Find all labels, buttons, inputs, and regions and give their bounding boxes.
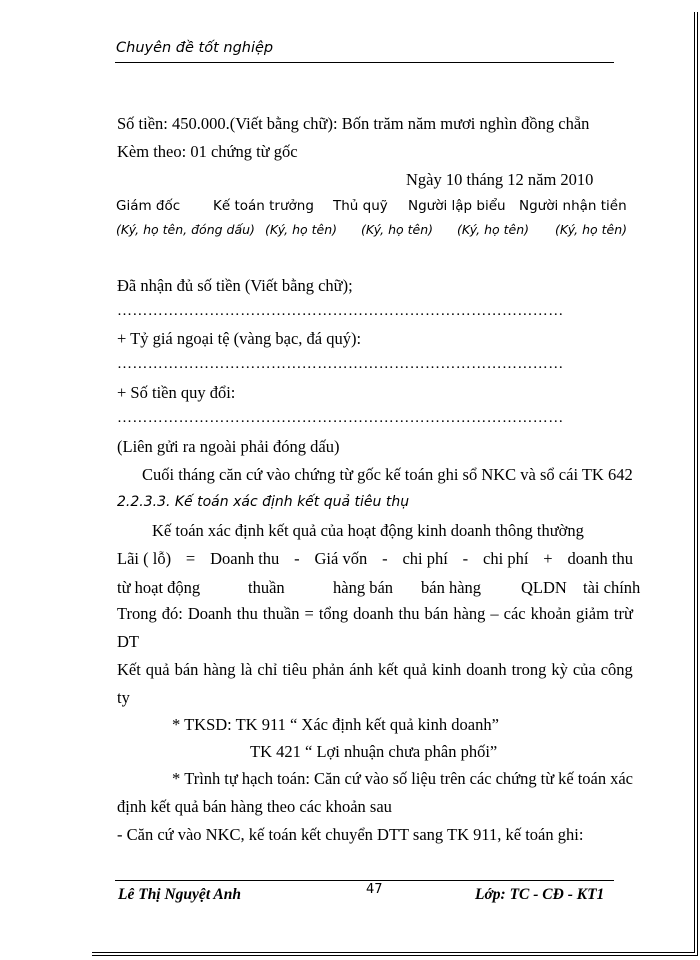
footer-author: Lê Thị Nguyệt Anh xyxy=(118,886,242,903)
signer-note: (Ký, họ tên) xyxy=(555,222,628,237)
amount-line: Số tiền: 450.000.(Viết bằng chữ): Bốn trăm năm mươi nghìn đồng chẵn xyxy=(117,114,590,133)
formula-term: QLDN xyxy=(521,578,567,597)
word: chứng xyxy=(495,769,537,788)
word: xác xyxy=(610,769,633,788)
word: thu xyxy=(398,604,420,623)
footer-rule xyxy=(115,880,614,881)
word: tiêu xyxy=(282,660,308,679)
word: trừ xyxy=(613,604,633,623)
word: vào xyxy=(364,769,389,788)
signer-note: (Ký, họ tên) xyxy=(361,222,434,237)
word: hàng xyxy=(453,604,486,623)
where-line xyxy=(117,604,633,624)
dotted-fill-line: …………………………………………………………………………… xyxy=(117,410,564,426)
word: thuần xyxy=(262,604,300,623)
word: quả xyxy=(403,660,427,679)
word: chỉ xyxy=(257,660,278,679)
signer-title: Giám đốc xyxy=(116,198,181,214)
date-line: Ngày 10 tháng 12 năm 2010 xyxy=(406,170,594,189)
formula-term: hàng bán xyxy=(333,578,394,597)
formula-term: thuần xyxy=(248,578,285,597)
word: công xyxy=(600,660,633,679)
signer-title: Kế toán trưởng xyxy=(213,198,314,214)
word: hạch xyxy=(241,769,273,788)
formula-term: - xyxy=(382,549,388,568)
formula-row-1 xyxy=(117,549,633,569)
dotted-fill-line: …………………………………………………………………………… xyxy=(117,303,564,319)
signer-title: Thủ quỹ xyxy=(333,198,388,214)
formula-term: = xyxy=(185,549,196,568)
signer-title: Người lập biểu xyxy=(408,198,506,214)
signer-note: (Ký, họ tên) xyxy=(265,222,338,237)
word: khoản xyxy=(530,604,571,623)
word: các xyxy=(469,769,492,788)
word: Căn xyxy=(313,769,341,788)
word: bán xyxy=(424,604,449,623)
attachment-line: Kèm theo: 01 chứng từ gốc xyxy=(117,142,298,161)
word: đó: xyxy=(161,604,183,623)
copy-note: (Liên gửi ra ngoài phải đóng dấu) xyxy=(117,437,340,456)
signer-title: Người nhận tiền xyxy=(519,198,627,214)
received-amount-line: Đã nhận đủ số tiền (Viết bằng chữ); xyxy=(117,276,353,295)
procedure-continuation: định kết quả bán hàng theo các khoản sau xyxy=(117,797,392,816)
nkc-line: - Căn cứ vào NKC, kế toán kết chuyển DTT sang TK 911, kế toán ghi: xyxy=(117,825,584,844)
word: bán xyxy=(174,660,199,679)
formula-term: từ hoạt động xyxy=(117,578,201,597)
word: thu xyxy=(236,604,258,623)
word: trong xyxy=(511,660,547,679)
word: toán xyxy=(577,769,607,788)
result-line xyxy=(117,660,633,680)
word: = xyxy=(304,604,314,623)
word: cứ xyxy=(344,769,361,788)
word: – xyxy=(490,604,499,623)
section-heading: 2.2.3.3. Kế toán xác định kết quả tiêu thụ xyxy=(117,494,410,510)
word: toán: xyxy=(276,769,310,788)
word: phản xyxy=(312,660,345,679)
formula-term: + xyxy=(543,549,553,568)
exchange-rate-line: + Tỷ giá ngoại tệ (vàng bạc, đá quý): xyxy=(117,329,362,348)
formula-term: - xyxy=(462,549,469,568)
page-header-title: Chuyên đề tốt nghiệp xyxy=(116,40,274,56)
formula-term: doanh thu xyxy=(567,549,633,568)
word: * xyxy=(172,769,181,788)
word: doanh xyxy=(466,660,507,679)
word: kế xyxy=(558,769,574,788)
word: giảm xyxy=(575,604,609,623)
where-line-continuation: DT xyxy=(117,632,139,651)
header-rule xyxy=(115,62,614,63)
formula-term: chi phí xyxy=(483,549,529,568)
tksd-line: * TKSD: TK 911 “ Xác định kết quả kinh doanh” xyxy=(172,715,499,734)
formula-term: Doanh thu xyxy=(210,549,280,568)
word: của xyxy=(572,660,596,679)
formula-term: bán hàng xyxy=(421,578,482,597)
converted-amount-line: + Số tiền quy đổi: xyxy=(117,383,236,402)
page-number: 47 xyxy=(366,882,383,897)
tk421-line: TK 421 “ Lợi nhuận chưa phân phối” xyxy=(250,742,498,761)
word: quả xyxy=(145,660,170,679)
signer-note: (Ký, họ tên, đóng dấu) xyxy=(116,222,255,237)
word: Trong xyxy=(117,604,157,623)
formula-term: Giá vốn xyxy=(314,549,368,568)
word: trên xyxy=(439,769,466,788)
formula-term: chi phí xyxy=(402,549,448,568)
formula-term: - xyxy=(294,549,300,568)
formula-term: tài chính xyxy=(583,578,641,597)
dotted-fill-line: …………………………………………………………………………… xyxy=(117,356,564,372)
subheading: Kế toán xác định kết quả của hoạt động kinh doanh thông thường xyxy=(152,521,584,540)
word: tự xyxy=(224,769,238,788)
word: Trình xyxy=(184,769,221,788)
result-line-continuation: ty xyxy=(117,688,130,707)
word: tổng xyxy=(318,604,349,623)
footer-class: Lớp: TC - CĐ - KT1 xyxy=(475,886,605,903)
word: doanh xyxy=(353,604,394,623)
formula-term: Lãi ( lỗ) xyxy=(117,549,172,568)
word: kinh xyxy=(431,660,462,679)
word: từ xyxy=(540,769,555,788)
word: kết xyxy=(378,660,399,679)
word: kỳ xyxy=(551,660,568,679)
signer-note: (Ký, họ tên) xyxy=(457,222,530,237)
month-end-line: Cuối tháng căn cứ vào chứng từ gốc kế toán ghi sổ NKC và sổ cái TK 642 xyxy=(142,465,633,484)
word: số xyxy=(392,769,408,788)
procedure-line xyxy=(172,769,633,789)
word: là xyxy=(240,660,253,679)
word: liệu xyxy=(411,769,436,788)
word: ánh xyxy=(349,660,374,679)
word: hàng xyxy=(203,660,236,679)
word: Doanh xyxy=(187,604,232,623)
word: Kết xyxy=(117,660,141,679)
word: các xyxy=(503,604,526,623)
